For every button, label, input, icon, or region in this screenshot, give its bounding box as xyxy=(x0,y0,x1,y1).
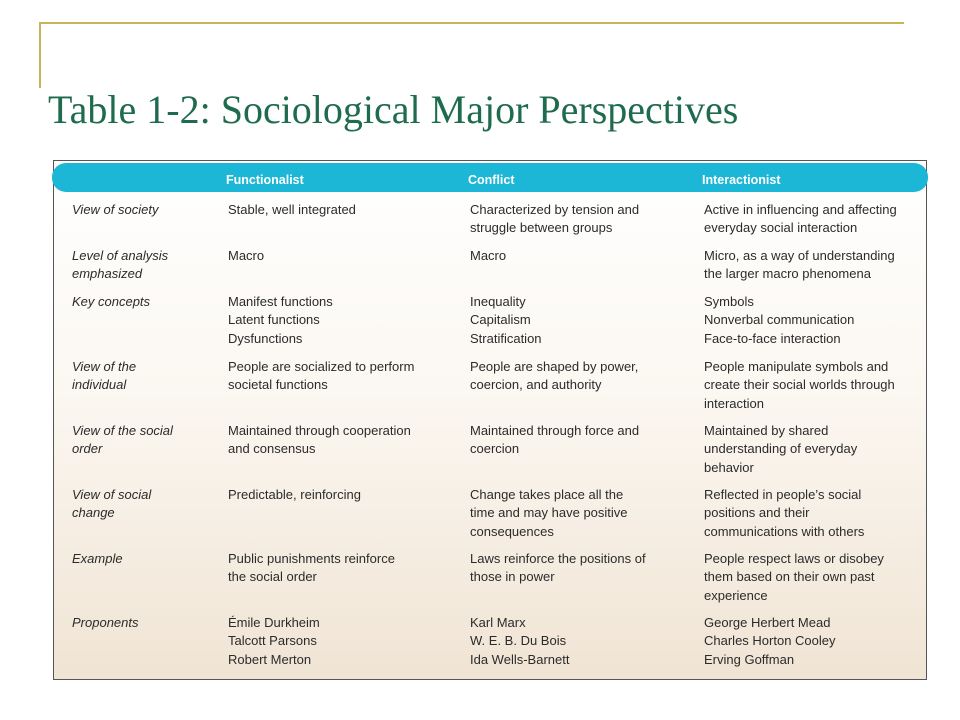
cell-functionalist: Émile Durkheim Talcott Parsons Robert Merton xyxy=(228,615,320,667)
cell-interactionist: People manipulate symbols and create their social worlds through interaction xyxy=(704,359,895,411)
cell-conflict: Karl Marx W. E. B. Du Bois Ida Wells-Barnett xyxy=(470,615,570,667)
cell-conflict: Laws reinforce the positions of those in power xyxy=(470,551,646,585)
row-label: View of the individual xyxy=(72,359,137,393)
accent-line-left xyxy=(39,22,41,88)
cell-conflict: People are shaped by power, coercion, and authority xyxy=(470,359,639,393)
cell-conflict: Macro xyxy=(470,248,507,263)
cell-conflict: Maintained through force and coercion xyxy=(470,423,640,457)
cell-interactionist: Micro, as a way of understanding the larger macro phenomena xyxy=(704,248,895,282)
cell-interactionist: Maintained by shared understanding of everyday behavior xyxy=(704,423,858,475)
row-label: Proponents xyxy=(72,615,139,630)
cell-functionalist: People are socialized to perform societal functions xyxy=(228,359,415,393)
table-header xyxy=(52,163,928,192)
header-functionalist: Functionalist xyxy=(226,173,304,187)
row-label: View of society xyxy=(72,202,159,217)
row-label: Example xyxy=(72,551,123,566)
cell-conflict: Characterized by tension and struggle between groups xyxy=(470,202,640,236)
accent-line-top xyxy=(39,22,904,24)
header-conflict: Conflict xyxy=(468,173,515,187)
cell-functionalist: Public punishments reinforce the social order xyxy=(228,551,395,585)
row-label: Key concepts xyxy=(72,294,151,309)
cell-interactionist: Symbols Nonverbal communication Face-to-face interaction xyxy=(704,294,855,346)
row-label: Level of analysis emphasized xyxy=(72,248,169,282)
slide-title: Table 1-2: Sociological Major Perspectives xyxy=(48,87,739,132)
cell-interactionist: George Herbert Mead Charles Horton Cooley Erving Goffman xyxy=(704,615,836,667)
cell-functionalist: Macro xyxy=(228,248,265,263)
cell-conflict: Change takes place all the time and may have positive consequences xyxy=(470,487,628,539)
cell-interactionist: Reflected in people’s social positions and their communications with others xyxy=(704,487,865,539)
cell-interactionist: Active in influencing and affecting everyday social interaction xyxy=(704,202,897,236)
cell-functionalist: Stable, well integrated xyxy=(228,202,356,217)
row-label: View of the social order xyxy=(72,423,173,457)
header-interactionist: Interactionist xyxy=(702,173,781,187)
cell-conflict: Inequality Capitalism Stratification xyxy=(470,294,542,346)
cell-functionalist: Predictable, reinforcing xyxy=(228,487,361,502)
cell-functionalist: Maintained through cooperation and consensus xyxy=(228,423,411,457)
cell-interactionist: People respect laws or disobey them based on their own past experience xyxy=(704,551,884,603)
row-label: View of social change xyxy=(72,487,152,521)
cell-functionalist: Manifest functions Latent functions Dysfunctions xyxy=(228,294,333,346)
perspectives-table xyxy=(53,160,927,680)
